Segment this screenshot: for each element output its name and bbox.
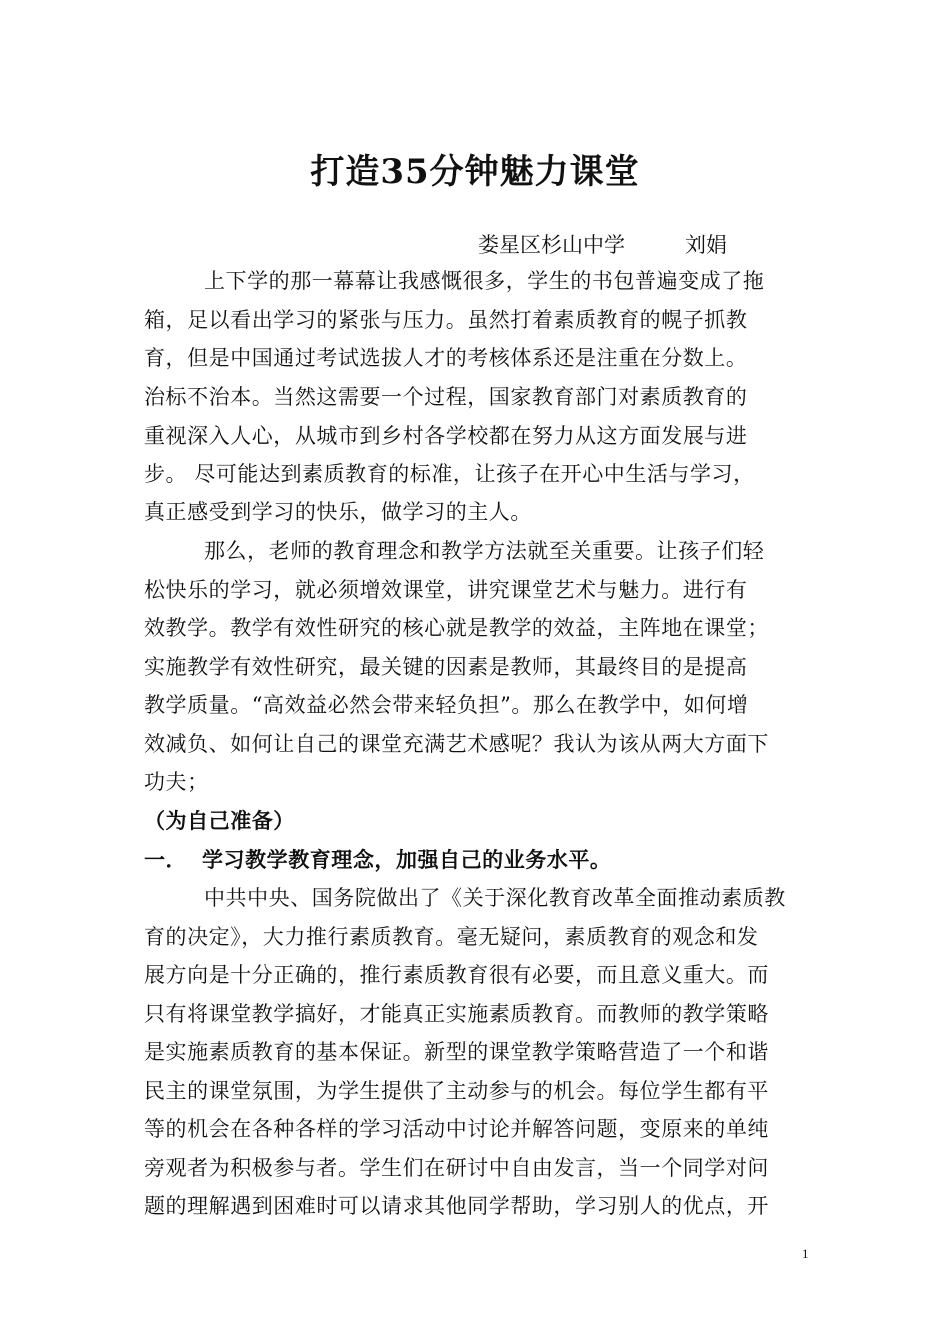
paragraph-line: 功夫； <box>144 770 209 794</box>
paragraph-line: 中共中央、国务院做出了《关于深化教育改革全面推动素质教 <box>204 886 786 910</box>
paragraph-line: 民主的课堂氛围，为学生提供了主动参与的机会。每位学生都有平 <box>144 1079 769 1103</box>
subheading: （为自己准备） <box>144 808 295 833</box>
section-heading <box>144 845 611 875</box>
paragraph-line: 效减负、如何让自己的课堂充满艺术感呢？我认为该从两大方面下 <box>144 732 769 756</box>
paragraph-line: 松快乐的学习，就必须增效课堂，讲究课堂艺术与魅力。进行有 <box>144 578 748 602</box>
section-heading-text: 学习教学教育理念，加强自己的业务水平。 <box>202 847 612 872</box>
author-name: 刘娟 <box>685 233 727 257</box>
school-name: 娄星区杉山中学 <box>478 233 625 257</box>
paragraph-line: 展方向是十分正确的，推行素质教育很有必要，而且意义重大。而 <box>144 963 769 987</box>
paragraph-line: 那么，老师的教育理念和教学方法就至关重要。让孩子们轻 <box>204 539 765 563</box>
paragraph-line: 步。 尽可能达到素质教育的标准，让孩子在开心中生活与学习， <box>144 462 755 486</box>
paragraph-line: 重视深入人心，从城市到乡村各学校都在努力从这方面发展与进 <box>144 424 748 448</box>
paragraph-line: 教学质量。“高效益必然会带来轻负担”。那么在教学中，如何增 <box>144 693 749 717</box>
paragraph-line: 实施教学有效性研究，最关键的因素是教师，其最终目的是提高 <box>144 655 748 679</box>
paragraph-line: 旁观者为积极参与者。学生们在研讨中自由发言，当一个同学对问 <box>144 1156 769 1180</box>
paragraph-line: 题的理解遇到困难时可以请求其他同学帮助，学习别人的优点，开 <box>144 1194 769 1218</box>
section-number: 一． <box>144 847 188 872</box>
paragraph-line: 效教学。教学有效性研究的核心就是教学的效益，主阵地在课堂； <box>144 616 769 640</box>
paragraph-line: 育的决定》，大力推行素质教育。毫无疑问，素质教育的观念和发 <box>144 925 759 949</box>
paragraph-line: 育，但是中国通过考试选拔人才的考核体系还是注重在分数上。 <box>144 346 748 370</box>
paragraph-line: 是实施素质教育的基本保证。新型的课堂教学策略营造了一个和谐 <box>144 1040 769 1064</box>
paragraph-line: 上下学的那一幕幕让我感慨很多，学生的书包普遍变成了拖 <box>204 269 765 293</box>
page-number: 1 <box>802 1246 809 1261</box>
paragraph-line: 箱，足以看出学习的紧张与压力。虽然打着素质教育的幌子抓教 <box>144 308 748 332</box>
byline <box>478 230 727 260</box>
paragraph-line: 真正感受到学习的快乐，做学习的主人。 <box>144 500 532 524</box>
paragraph-line: 只有将课堂教学搞好，才能真正实施素质教育。而教师的教学策略 <box>144 1002 769 1026</box>
document-title: 打造35分钟魅力课堂 <box>310 152 640 192</box>
paragraph-line: 等的机会在各种各样的学习活动中讨论并解答问题，变原来的单纯 <box>144 1117 769 1141</box>
paragraph-line: 治标不治本。当然这需要一个过程，国家教育部门对素质教育的 <box>144 385 748 409</box>
